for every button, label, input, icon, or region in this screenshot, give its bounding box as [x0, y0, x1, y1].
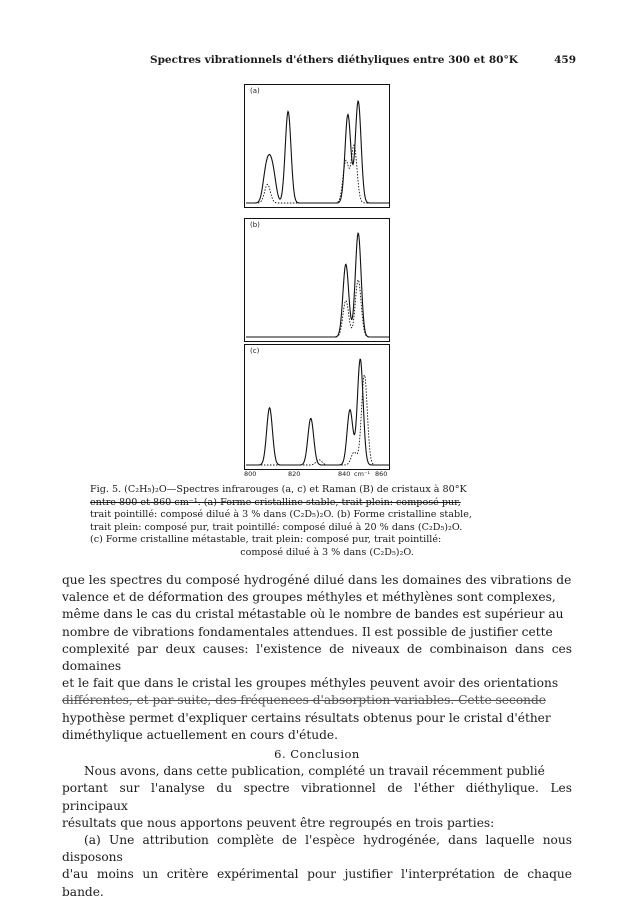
section-heading: 6. Conclusion	[274, 747, 360, 762]
text-line: même dans le cas du cristal métastable où le nombre de bandes est supérieur au	[62, 607, 564, 622]
caption-line-6: composé dilué à 3 % dans (C₂D₅)₂O.	[240, 546, 414, 558]
spectrum-plot	[245, 219, 391, 343]
tick-800: 800	[244, 470, 257, 478]
body-text	[62, 572, 572, 901]
series-line-dotted	[246, 145, 390, 203]
panel-b	[244, 218, 390, 342]
tick-820: 820	[288, 470, 301, 478]
x-axis-ticks	[244, 470, 390, 482]
panel-c-label: (c)	[250, 347, 260, 355]
page-number: 459	[554, 54, 576, 66]
text-line: valence et de déformation des groupes méthyles et méthylènes sont complexes,	[62, 590, 556, 605]
text-line: Nous avons, dans cette publication, complété un travail récemment publié	[84, 764, 545, 779]
struck-text-line: différentes, et par suite, des fréquences d'absorption variables. Cette seconde	[62, 693, 547, 708]
series-line-solid	[246, 233, 390, 337]
panel-a-label: (a)	[250, 87, 260, 95]
spectrum-plot	[245, 85, 391, 209]
series-line-solid	[246, 359, 390, 465]
paragraph-3	[62, 832, 572, 901]
paragraph-1	[62, 572, 572, 744]
tick-840: 840	[338, 470, 351, 478]
tick-860: 860	[375, 470, 388, 478]
panel-b-label: (b)	[250, 221, 260, 229]
series-line-dotted	[246, 280, 390, 337]
text-line: et le fait que dans le cristal les groupes méthyles peuvent avoir des orientations	[62, 676, 559, 691]
text-line: diméthylique actuellement en cours d'étude.	[62, 727, 338, 742]
spectrum-plot	[245, 345, 391, 471]
series-line-solid	[246, 101, 390, 203]
spectra-figure	[244, 84, 390, 484]
text-line: résultats que nous apportons peuvent être regroupés en trois parties:	[62, 815, 495, 830]
paragraph-2	[62, 763, 572, 832]
text-line: d'au moins un critère expérimental pour justifier l'interprétation de chaque bande.	[62, 867, 572, 899]
caption-line-2: entre 800 et 860 cm⁻¹. (a) Forme cristalline stable, trait plein: composé pur,	[90, 496, 461, 508]
running-header	[90, 54, 576, 70]
text-line: complexité par deux causes: l'existence de niveaux de combinaison dans ces domaines	[62, 641, 572, 674]
caption-line-3: trait pointillé: composé dilué à 3 % dans (C₂D₅)₂O. (b) Forme cristalline stable,	[90, 509, 472, 521]
panel-c	[244, 344, 390, 470]
caption-line-1: Fig. 5. (C₂H₅)₂O—Spectres infrarouges (a, c) et Raman (B) de cristaux à 80°K	[90, 484, 467, 495]
figure-caption	[90, 484, 564, 560]
caption-line-5: (c) Forme cristalline métastable, trait plein: composé pur, trait pointillé:	[90, 534, 442, 546]
text-line: hypothèse permet d'expliquer certains résultats obtenus pour le cristal d'éther	[62, 710, 551, 725]
caption-line-4: trait plein: composé pur, trait pointillé: composé dilué à 20 % dans (C₂D₅)₂O.	[90, 521, 463, 533]
tick-unit: cm⁻¹	[354, 470, 370, 478]
text-line: (a) Une attribution complète de l'espèce hydrogénée, dans laquelle nous disposons	[62, 833, 572, 865]
running-title: Spectres vibrationnels d'éthers diéthyliques entre 300 et 80°K	[150, 54, 518, 66]
text-line: portant sur l'analyse du spectre vibrationnel de l'éther diéthylique. Les principaux	[62, 781, 572, 813]
text-line: nombre de vibrations fondamentales attendues. Il est possible de justifier cette	[62, 624, 553, 639]
panel-a	[244, 84, 390, 208]
text-line: que les spectres du composé hydrogéné dilué dans les domaines des vibrations de	[62, 573, 572, 587]
